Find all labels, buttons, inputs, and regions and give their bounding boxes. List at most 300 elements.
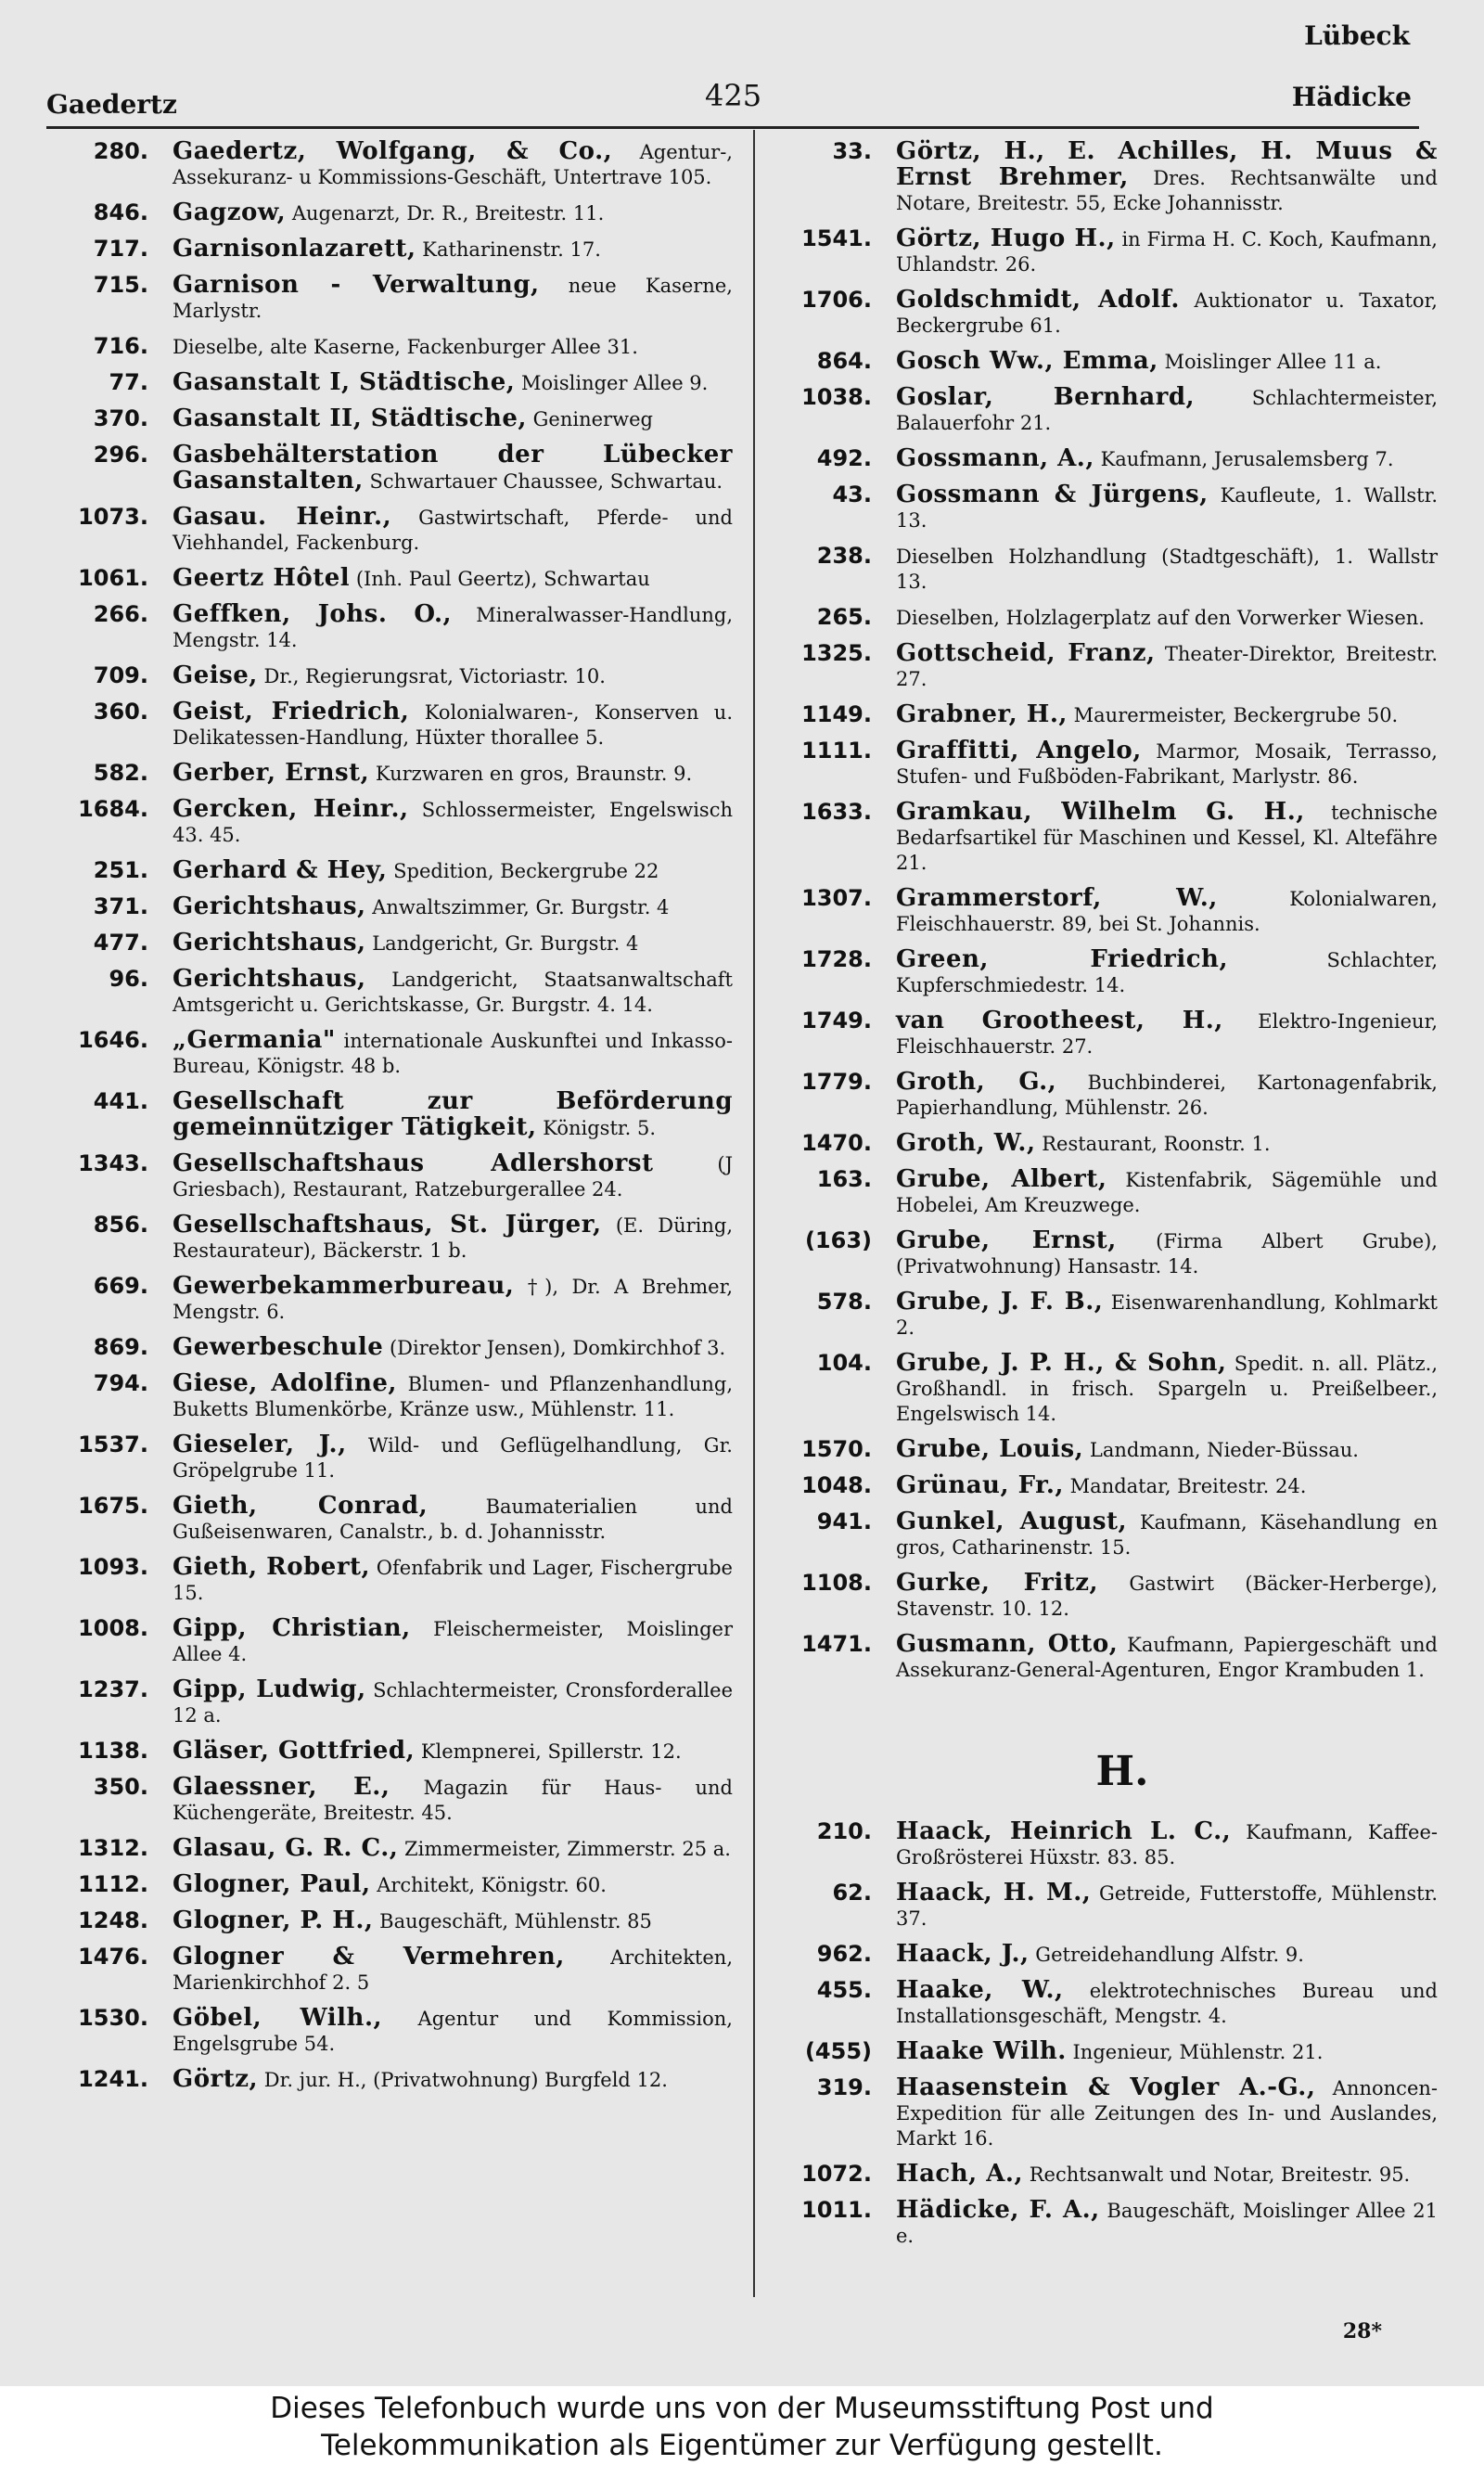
entry-text (173, 200, 733, 226)
left-column (46, 139, 733, 2103)
phone-number: 296. (93, 442, 148, 468)
subscriber-name: Gerichtshaus, (173, 892, 366, 920)
subscriber-details: Dres. Rechtsanwälte und Notare, Breitestr. 55, Ecke Johannisstr. (896, 167, 1438, 214)
subscriber-details: Baumaterialien und Gußeisenwaren, Canalstr., b. d. Johannisstr. (173, 1496, 733, 1543)
phone-number: 1476. (78, 1944, 148, 1970)
directory-entry (770, 1509, 1438, 1560)
section-heading: H. (1095, 1748, 1149, 1795)
phone-number: 1008. (78, 1615, 148, 1641)
entry-text (896, 1008, 1438, 1059)
subscriber-name: Gewerbeschule (173, 1333, 384, 1361)
subscriber-details: Dr. jur. H., (Privatwohnung) Burgfeld 12. (263, 2069, 668, 2091)
phone-number: 251. (93, 857, 148, 883)
subscriber-name: Grünau, Fr., (896, 1471, 1064, 1499)
subscriber-details: Geninerweg (532, 408, 653, 430)
phone-number: 1061. (78, 565, 148, 591)
entry-text (173, 602, 733, 653)
entry-text (896, 482, 1438, 533)
phone-number: 33. (832, 138, 872, 164)
subscriber-details: Theater-Direktor, Breitestr. 27. (896, 643, 1438, 690)
entry-text (896, 1942, 1438, 1968)
directory-entry (770, 2039, 1438, 2065)
entry-text (896, 1437, 1438, 1463)
phone-number: 869. (93, 1334, 148, 1360)
right-column-entries (770, 139, 1438, 1683)
entry-text (173, 1945, 733, 1996)
subscriber-details: Mandatar, Breitestr. 24. (1069, 1475, 1307, 1497)
phone-number: 477. (93, 930, 148, 956)
phone-number: 1307. (801, 885, 872, 911)
phone-number: 350. (93, 1774, 148, 1800)
entry-text (173, 894, 733, 920)
phone-number: 1325. (801, 640, 872, 666)
subscriber-name: Geist, Friedrich, (173, 698, 410, 725)
phone-number: 1248. (78, 1907, 148, 1933)
subscriber-name: Haake, W., (896, 1976, 1064, 2004)
directory-entry (46, 858, 733, 884)
directory-entry (46, 1089, 733, 1141)
entry-text (896, 139, 1438, 216)
header-city: Lübeck (1304, 20, 1410, 51)
subscriber-details: Agentur und Kommission, Engelsgrube 54. (173, 2008, 733, 2055)
subscriber-details: Kaufleute, 1. Wallstr. 13. (896, 484, 1438, 532)
directory-entry (46, 931, 733, 956)
subscriber-details: Dr., Regierungsrat, Victoriastr. 10. (263, 665, 606, 687)
directory-entry (770, 1008, 1438, 1059)
directory-entry (46, 967, 733, 1018)
column-divider (753, 130, 755, 2297)
subscriber-details: Kistenfabrik, Sägemühle und Hobelei, Am Kreuzwege. (896, 1169, 1438, 1216)
entry-text (173, 1616, 733, 1667)
entry-text (173, 1089, 733, 1141)
directory-entry (46, 663, 733, 689)
phone-number: 1471. (801, 1631, 872, 1657)
subscriber-name: Gerichtshaus, (173, 965, 366, 993)
subscriber-details: Kaufmann, Jerusalemsberg 7. (1100, 448, 1394, 470)
subscriber-name: Gerber, Ernst, (173, 759, 370, 787)
directory-entry (46, 1945, 733, 1996)
phone-number: (455) (804, 2038, 872, 2064)
subscriber-name: Gurke, Fritz, (896, 1569, 1099, 1597)
subscriber-name: Glogner, Paul, (173, 1870, 371, 1898)
subscriber-name: Geffken, Johs. O., (173, 600, 453, 628)
subscriber-details: Architekt, Königstr. 60. (377, 1874, 607, 1896)
subscriber-name: Gieth, Conrad, (173, 1492, 429, 1520)
directory-entry (770, 226, 1438, 277)
subscriber-name: Grube, Albert, (896, 1165, 1107, 1193)
subscriber-name: Gusmann, Otto, (896, 1630, 1119, 1658)
subscriber-name: Gossmann & Jürgens, (896, 481, 1209, 508)
subscriber-name: Hädicke, F. A., (896, 2196, 1100, 2224)
subscriber-details: Eisenwarenhandlung, Kohlmarkt 2. (896, 1291, 1439, 1339)
notice-line-1: Dieses Telefonbuch wurde uns von der Museumsstiftung Post und (270, 2392, 1214, 2425)
phone-number: 846. (93, 199, 148, 225)
phone-number: 1048. (801, 1472, 872, 1498)
subscriber-name: Gieth, Robert, (173, 1553, 371, 1581)
subscriber-details: internationale Auskunftei und Inkasso-Bureau, Königstr. 48 b. (173, 1030, 733, 1077)
entry-text (173, 1335, 733, 1361)
subscriber-details: Landmann, Nieder-Büssau. (1089, 1439, 1359, 1461)
phone-number: 1633. (801, 799, 872, 825)
phone-number: 163. (816, 1166, 872, 1192)
entry-text (896, 886, 1438, 937)
directory-entry (770, 446, 1438, 472)
entry-text (173, 273, 733, 324)
ownership-notice (0, 2386, 1484, 2465)
subscriber-details: (Direktor Jensen), Domkirchhof 3. (389, 1337, 726, 1359)
subscriber-name: Haack, H. M., (896, 1879, 1092, 1907)
directory-entry (770, 544, 1438, 595)
subscriber-details: Baugeschäft, Moislinger Allee 21 e. (896, 2200, 1438, 2247)
entry-text (896, 702, 1438, 728)
subscriber-details: Agentur-, Assekuranz- u Kommissions-Geschäft, Untertrave 105. (173, 141, 733, 188)
phone-number: 492. (816, 445, 872, 471)
subscriber-name: Gercken, Heinr., (173, 795, 409, 823)
entry-text (173, 931, 733, 956)
subscriber-details: Spedition, Beckergrube 22 (393, 860, 659, 882)
subscriber-name: Gläser, Gottfried, (173, 1737, 416, 1765)
directory-entry (770, 605, 1438, 631)
directory-entry (46, 1213, 733, 1264)
phone-number: 1073. (78, 504, 148, 530)
subscriber-details: Ofenfabrik und Lager, Fischergrube 15. (173, 1557, 733, 1604)
phone-number: 1706. (801, 287, 872, 313)
directory-entry (46, 237, 733, 263)
phone-number: 1072. (801, 2161, 872, 2187)
right-column (770, 139, 1438, 2259)
entry-text (896, 738, 1438, 790)
phone-number: 1537. (78, 1431, 148, 1457)
directory-entry (770, 1978, 1438, 2029)
phone-number: 441. (93, 1088, 148, 1114)
subscriber-name: Gosch Ww., Emma, (896, 347, 1158, 375)
subscriber-details: Fleischermeister, Moislinger Allee 4. (173, 1618, 733, 1665)
entry-text (173, 566, 733, 592)
subscriber-details: elektrotechnisches Bureau und Installationsgeschäft, Mengstr. 4. (896, 1980, 1438, 2027)
directory-entry (46, 1371, 733, 1422)
entry-text (173, 858, 733, 884)
subscriber-name: Gieseler, J., (173, 1431, 347, 1458)
subscriber-details: Buchbinderei, Kartonagenfabrik, Papierhandlung, Mühlenstr. 26. (896, 1072, 1438, 1119)
directory-entry (46, 406, 733, 432)
signature-mark: 28* (1342, 2319, 1382, 2343)
entry-text (173, 1274, 733, 1325)
notice-line-2: Telekommunikation als Eigentümer zur Verfügung gestellt. (321, 2429, 1163, 2462)
subscriber-name: Gottscheid, Franz, (896, 639, 1156, 667)
phone-number: 962. (816, 1941, 872, 1967)
phone-number: 1038. (801, 384, 872, 410)
phone-number: 1728. (801, 946, 872, 972)
subscriber-details: Architekten, Marienkirchhof 2. 5 (173, 1946, 733, 1994)
directory-entry (770, 1437, 1438, 1463)
directory-entry (770, 482, 1438, 533)
entry-text (173, 1432, 733, 1483)
phone-number: 319. (816, 2074, 872, 2100)
subscriber-details: Ingenieur, Mühlenstr. 21. (1072, 2041, 1324, 2063)
phone-number: 941. (816, 1509, 872, 1534)
directory-entry (46, 2006, 733, 2057)
page-number: 425 (705, 78, 762, 113)
subscriber-name: Gasanstalt I, Städtische, (173, 368, 516, 396)
directory-entry (770, 2075, 1438, 2151)
subscriber-name: Goslar, Bernhard, (896, 383, 1196, 411)
directory-entry (46, 602, 733, 653)
directory-entry (770, 385, 1438, 436)
entry-text (896, 1509, 1438, 1560)
directory-entry (770, 1290, 1438, 1341)
subscriber-name: „Germania" (173, 1026, 336, 1054)
subscriber-details: Moislinger Allee 9. (521, 372, 709, 394)
directory-entry (46, 1494, 733, 1545)
directory-entry (770, 738, 1438, 790)
phone-number: 266. (93, 601, 148, 627)
entry-text (173, 967, 733, 1018)
subscriber-details: Kolonialwaren-, Konserven u. Delikatessen-Handlung, Hüxter thorallee 5. (173, 701, 733, 749)
directory-entry (46, 370, 733, 396)
entry-text (173, 1775, 733, 1826)
subscriber-name: Glaessner, E., (173, 1773, 390, 1801)
directory-entry (770, 2198, 1438, 2249)
subscriber-name: Gipp, Christian, (173, 1614, 411, 1642)
entry-text (173, 1836, 733, 1862)
subscriber-name: Giese, Adolfine, (173, 1369, 397, 1397)
subscriber-details: Zimmermeister, Zimmerstr. 25 a. (404, 1838, 731, 1860)
directory-entry (46, 1836, 733, 1862)
directory-entry (46, 1908, 733, 1934)
directory-entry (770, 1351, 1438, 1427)
directory-entry (46, 200, 733, 226)
subscriber-name: Görtz, Hugo H., (896, 225, 1116, 252)
entry-text (896, 947, 1438, 998)
entry-text (896, 800, 1438, 876)
subscriber-details: Spedit. n. all. Plätz., Großhandl. in frisch. Spargeln u. Preißelbeer., Engelswisch 14. (896, 1353, 1438, 1425)
directory-entry (770, 1942, 1438, 1968)
phone-number: 1684. (78, 796, 148, 822)
subscriber-name: Gesellschaftshaus, St. Jürger, (173, 1211, 602, 1239)
phone-number: 1108. (801, 1570, 872, 1596)
subscriber-name: Green, Friedrich, (896, 945, 1228, 973)
phone-number: 1112. (78, 1871, 148, 1897)
header-right-keyword: Hädicke (1291, 82, 1412, 112)
phone-number: 1011. (801, 2197, 872, 2223)
subscriber-details: Anwaltszimmer, Gr. Burgstr. 4 (372, 896, 670, 918)
phone-number: 1312. (78, 1835, 148, 1861)
subscriber-name: Görtz, (173, 2065, 259, 2093)
section-h-entries (770, 1819, 1438, 2249)
phone-number: 280. (93, 138, 148, 164)
phone-number: 1111. (801, 738, 872, 764)
entry-text (896, 1819, 1438, 1870)
directory-entry (770, 1571, 1438, 1622)
directory-entry (46, 273, 733, 324)
phone-number: 43. (832, 481, 872, 507)
subscriber-name: Gramkau, Wilhelm G. H., (896, 798, 1305, 826)
directory-entry (770, 702, 1438, 728)
subscriber-details: (Inh. Paul Geertz), Schwartau (355, 568, 650, 590)
entry-text (896, 1351, 1438, 1427)
entry-text (173, 663, 733, 689)
phone-number: 238. (816, 543, 872, 569)
subscriber-name: Gunkel, August, (896, 1508, 1128, 1535)
directory-entry (46, 334, 733, 360)
subscriber-name: Geertz Hôtel (173, 564, 351, 592)
subscriber-name: Grube, Louis, (896, 1435, 1084, 1463)
subscriber-name: Glogner, P. H., (173, 1907, 374, 1934)
subscriber-details: Schlachtermeister, Balauerfohr 21. (896, 387, 1438, 434)
subscriber-details: Schlossermeister, Engelswisch 43. 45. (173, 799, 733, 846)
directory-entry (770, 1819, 1438, 1870)
phone-number: 1675. (78, 1493, 148, 1519)
subscriber-details: (Firma Albert Grube), (Privatwohnung) Hansastr. 14. (896, 1230, 1438, 1277)
entry-text (896, 1070, 1438, 1121)
phone-number: 1646. (78, 1027, 148, 1053)
subscriber-details: (E. Düring, Restaurateur), Bäckerstr. 1 b. (173, 1214, 733, 1262)
subscriber-details: in Firma H. C. Koch, Kaufmann, Uhlandstr. 26. (896, 228, 1438, 276)
subscriber-name: Gesellschaft zur Beförderung gemeinnütziger Tätigkeit, (173, 1087, 733, 1141)
directory-entry (46, 1739, 733, 1765)
phone-number: 77. (109, 369, 148, 395)
subscriber-details: †), Dr. A Brehmer, Mengstr. 6. (173, 1276, 733, 1323)
directory-entry (46, 1274, 733, 1325)
entry-text (896, 1167, 1438, 1218)
phone-number: 582. (93, 760, 148, 786)
subscriber-name: Geise, (173, 661, 258, 689)
subscriber-details: Katharinenstr. 17. (422, 238, 601, 261)
phone-number: 370. (93, 405, 148, 431)
directory-entry (46, 894, 733, 920)
directory-entry (770, 1881, 1438, 1932)
entry-text (896, 1290, 1438, 1341)
subscriber-name: Graffitti, Angelo, (896, 737, 1142, 764)
subscriber-details: Kolonialwaren, Fleischhauerstr. 89, bei St. Johannis. (896, 888, 1438, 935)
subscriber-name: Haasenstein & Vogler A.-G., (896, 2073, 1316, 2101)
subscriber-details: Marmor, Mosaik, Terrasso, Stufen- und Fußböden-Fabrikant, Marlystr. 86. (896, 740, 1438, 788)
phone-number: 856. (93, 1212, 148, 1238)
directory-entry (46, 700, 733, 751)
entry-text (896, 2075, 1438, 2151)
subscriber-details: Kaufmann, Kaffee-Großrösterei Hüxstr. 83. 85. (896, 1821, 1439, 1868)
phone-number: 1343. (78, 1150, 148, 1176)
entry-text (173, 1371, 733, 1422)
entry-text (896, 544, 1438, 595)
entry-text (173, 1494, 733, 1545)
subscriber-details: Landgericht, Staatsanwaltschaft Amtsgericht u. Gerichtskasse, Gr. Burgstr. 4. 14. (173, 969, 733, 1016)
entry-text (896, 288, 1438, 339)
phone-number: 371. (93, 893, 148, 919)
subscriber-details: Gastwirtschaft, Pferde- und Viehhandel, Fackenburg. (173, 507, 733, 554)
phone-number: 717. (93, 236, 148, 262)
directory-entry (46, 1555, 733, 1606)
phone-number: 1138. (78, 1738, 148, 1764)
phone-number: 1570. (801, 1436, 872, 1462)
header-rule (46, 126, 1419, 129)
directory-entry (770, 886, 1438, 937)
subscriber-name: Groth, G., (896, 1068, 1057, 1096)
subscriber-details: Klempnerei, Spillerstr. 12. (420, 1740, 682, 1763)
entry-text (173, 1151, 733, 1202)
subscriber-name: Garnison - Verwaltung, (173, 271, 540, 299)
entry-text (896, 2198, 1438, 2249)
phone-number: 1470. (801, 1130, 872, 1156)
subscriber-details: Kaufmann, Papiergeschäft und Assekuranz-General-Agenturen, Engor Krambuden 1. (896, 1634, 1438, 1681)
entry-text (896, 2162, 1438, 2188)
entry-text (896, 2039, 1438, 2065)
subscriber-details: Baugeschäft, Mühlenstr. 85 (379, 1910, 652, 1932)
entry-text (173, 406, 733, 432)
subscriber-details: Wild- und Geflügelhandlung, Gr. Gröpelgrube 11. (173, 1434, 733, 1482)
subscriber-name: Grube, J. F. B., (896, 1288, 1104, 1316)
subscriber-details: Maurermeister, Beckergrube 50. (1073, 704, 1399, 726)
entry-text (896, 1632, 1438, 1683)
directory-entry (46, 1872, 733, 1898)
phone-number: 864. (816, 348, 872, 374)
entry-text (173, 1028, 733, 1079)
subscriber-name: Gewerbekammerbureau, (173, 1272, 515, 1300)
entry-text (896, 1131, 1438, 1157)
phone-number: 1149. (801, 701, 872, 727)
subscriber-details: Schlachtermeister, Cronsforderallee 12 a. (173, 1679, 733, 1727)
entry-text (896, 1228, 1438, 1279)
subscriber-details: Blumen- und Pflanzenhandlung, Buketts Blumenkörbe, Kränze usw., Mühlenstr. 11. (173, 1373, 733, 1420)
phone-number: 578. (816, 1289, 872, 1315)
entry-text (173, 1908, 733, 1934)
directory-entry (46, 443, 733, 494)
subscriber-name: Gesellschaftshaus Adlershorst (173, 1149, 654, 1177)
entry-text (173, 700, 733, 751)
subscriber-details: (J Griesbach), Restaurant, Ratzeburgerallee 24. (173, 1153, 733, 1200)
subscriber-name: Grabner, H., (896, 700, 1068, 728)
phone-number: 1093. (78, 1554, 148, 1580)
subscriber-details: Kurzwaren en gros, Braunstr. 9. (375, 763, 693, 785)
subscriber-details: neue Kaserne, Marlystr. (173, 275, 733, 322)
subscriber-name: Garnisonlazarett, (173, 235, 416, 263)
directory-entry (46, 1028, 733, 1079)
subscriber-details: Getreide, Futterstoffe, Mühlenstr. 37. (896, 1882, 1438, 1930)
phone-number: 794. (93, 1370, 148, 1396)
subscriber-name: Goldschmidt, Adolf. (896, 286, 1180, 314)
subscriber-details: Dieselben, Holzlagerplatz auf den Vorwerker Wiesen. (896, 607, 1425, 629)
directory-entry (770, 1632, 1438, 1683)
directory-entry (770, 1473, 1438, 1499)
subscriber-name: Gagzow, (173, 199, 287, 226)
subscriber-name: Glasau, G. R. C., (173, 1834, 399, 1862)
entry-text (896, 1978, 1438, 2029)
phone-number: 455. (816, 1977, 872, 2003)
subscriber-name: van Grootheest, H., (896, 1007, 1223, 1034)
directory-entry (770, 1131, 1438, 1157)
directory-entry (770, 641, 1438, 692)
phone-number: 709. (93, 662, 148, 688)
directory-entry (46, 566, 733, 592)
entry-text (896, 1473, 1438, 1499)
subscriber-name: Göbel, Wilh., (173, 2004, 383, 2032)
directory-entry (46, 1775, 733, 1826)
subscriber-name: Gerhard & Hey, (173, 856, 388, 884)
subscriber-details: Schlachter, Kupferschmiedestr. 14. (896, 949, 1438, 996)
subscriber-details: Gastwirt (Bäcker-Herberge), Stavenstr. 10. 12. (896, 1573, 1438, 1620)
subscriber-details: Moislinger Allee 11 a. (1164, 351, 1382, 373)
subscriber-name: Haack, J., (896, 1940, 1030, 1968)
phone-number: 1749. (801, 1008, 872, 1034)
directory-entry (770, 800, 1438, 876)
phone-number: 265. (816, 604, 872, 630)
entry-text (896, 226, 1438, 277)
directory-entry (46, 505, 733, 556)
entry-text (173, 2067, 733, 2093)
entry-text (173, 237, 733, 263)
phone-number: (163) (804, 1227, 872, 1253)
directory-entry (46, 1616, 733, 1667)
